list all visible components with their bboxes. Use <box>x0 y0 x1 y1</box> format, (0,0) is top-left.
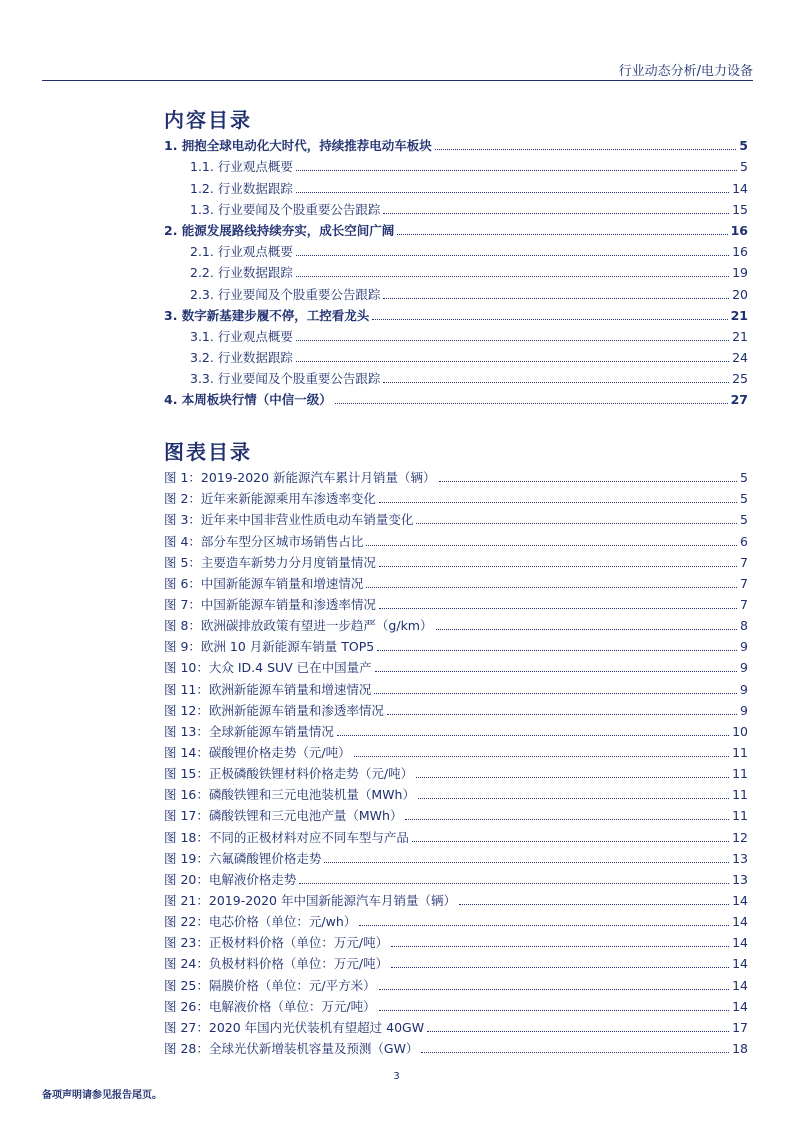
figure-entry-label: 图 4：部分车型分区城市场销售占比 <box>164 533 364 549</box>
figure-entry-label: 图 26：电解液价格（单位：万元/吨） <box>164 998 376 1014</box>
figure-entry-label: 图 20：电解液价格走势 <box>164 871 297 887</box>
figure-entry-page: 7 <box>740 554 748 570</box>
header-divider <box>42 80 753 81</box>
toc-entry-label: 1.1. 行业观点概要 <box>190 159 293 175</box>
dot-leader <box>416 523 737 524</box>
figure-entry-page: 5 <box>740 491 748 507</box>
dot-leader <box>412 841 729 842</box>
dot-leader <box>374 693 737 694</box>
figure-entry-page: 14 <box>732 892 748 908</box>
figure-entry-page: 17 <box>732 1019 748 1035</box>
figure-entry-label: 图 25：隔膜价格（单位：元/平方米） <box>164 977 376 993</box>
dot-leader <box>387 714 737 715</box>
figure-entry-page: 6 <box>740 533 748 549</box>
dot-leader <box>421 1052 729 1053</box>
toc-entry-label: 1.2. 行业数据跟踪 <box>190 180 293 196</box>
dot-leader <box>379 989 730 990</box>
figure-entry-page: 5 <box>740 512 748 528</box>
dot-leader <box>377 650 737 651</box>
contents-list <box>164 132 748 407</box>
dot-leader <box>296 255 729 256</box>
dot-leader <box>299 883 729 884</box>
dot-leader <box>427 1031 729 1032</box>
toc-entry-label: 4. 本周板块行情（中信一级） <box>164 392 332 408</box>
figure-entry[interactable] <box>164 971 748 992</box>
toc-entry-page: 15 <box>732 201 748 217</box>
figure-entry-page: 13 <box>732 871 748 887</box>
toc-entry-label: 2.3. 行业要闻及个股重要公告跟踪 <box>190 286 381 302</box>
figure-entry-label: 图 27：2020 年国内光伏装机有望超过 40GW <box>164 1019 425 1035</box>
figure-entry[interactable] <box>164 929 748 950</box>
figure-entry-page: 9 <box>740 681 748 697</box>
figure-entry-page: 11 <box>732 766 748 782</box>
toc-entry[interactable] <box>164 238 748 259</box>
toc-entry-label: 1. 拥抱全球电动化大时代，持续推荐电动车板块 <box>164 138 432 154</box>
toc-entry-label: 2.2. 行业数据跟踪 <box>190 265 293 281</box>
toc-entry-page: 5 <box>739 138 748 154</box>
figure-entry-label: 图 12：欧洲新能源车销量和渗透率情况 <box>164 702 384 718</box>
figure-entry[interactable] <box>164 845 748 866</box>
dot-leader <box>459 904 729 905</box>
figure-entry-page: 9 <box>740 660 748 676</box>
figure-entry-label: 图 10：大众 ID.4 SUV 已在中国量产 <box>164 660 372 676</box>
toc-entry-page: 20 <box>732 286 748 302</box>
figure-entry-label: 图 3：近年来中国非营业性质电动车销量变化 <box>164 512 414 528</box>
figure-entry[interactable] <box>164 1014 748 1035</box>
figure-entry-label: 图 28：全球光伏新增装机容量及预测（GW） <box>164 1040 419 1056</box>
dot-leader <box>405 819 729 820</box>
dot-leader <box>296 192 729 193</box>
figure-entry[interactable] <box>164 591 748 612</box>
toc-entry-page: 16 <box>732 244 748 260</box>
figure-entry[interactable] <box>164 1035 748 1056</box>
toc-entry-page: 19 <box>732 265 748 281</box>
figure-entry[interactable] <box>164 506 748 527</box>
figure-entry[interactable] <box>164 697 748 718</box>
dot-leader <box>375 671 737 672</box>
dot-leader <box>436 629 738 630</box>
figure-entry-page: 14 <box>732 977 748 993</box>
dot-leader <box>379 566 737 567</box>
dot-leader <box>335 403 728 404</box>
dot-leader <box>391 967 729 968</box>
dot-leader <box>439 481 738 482</box>
figure-entry[interactable] <box>164 654 748 675</box>
figure-entry-label: 图 17：磷酸铁锂和三元电池产量（MWh） <box>164 808 403 824</box>
dot-leader <box>366 587 737 588</box>
toc-entry-label: 1.3. 行业要闻及个股重要公告跟踪 <box>190 201 381 217</box>
dot-leader <box>296 361 729 362</box>
figure-entry-label: 图 8：欧洲碳排放政策有望进一步趋严（g/km） <box>164 618 433 634</box>
dot-leader <box>296 170 737 171</box>
figure-entry-page: 12 <box>732 829 748 845</box>
toc-entry-label: 3. 数字新基建步履不停，工控看龙头 <box>164 307 370 323</box>
toc-entry[interactable] <box>164 174 748 195</box>
figure-entry-label: 图 23：正极材料价格（单位：万元/吨） <box>164 935 389 951</box>
toc-entry[interactable] <box>164 280 748 301</box>
toc-entry-page: 21 <box>730 307 748 323</box>
dot-leader <box>397 234 727 235</box>
figure-entry[interactable] <box>164 760 748 781</box>
figure-entry[interactable] <box>164 464 748 485</box>
figure-entry[interactable] <box>164 823 748 844</box>
toc-entry[interactable] <box>164 259 748 280</box>
figure-entry-label: 图 19：六氟磷酸锂价格走势 <box>164 850 322 866</box>
figure-entry[interactable] <box>164 527 748 548</box>
dot-leader <box>366 545 737 546</box>
dot-leader <box>372 319 727 320</box>
dot-leader <box>354 756 730 757</box>
figure-entry-page: 7 <box>740 575 748 591</box>
toc-entry-page: 16 <box>730 222 748 238</box>
figure-entry-label: 图 24：负极材料价格（单位：万元/吨） <box>164 956 389 972</box>
dot-leader <box>359 925 729 926</box>
figure-entry[interactable] <box>164 908 748 929</box>
toc-entry-page: 24 <box>732 350 748 366</box>
toc-entry[interactable] <box>164 196 748 217</box>
toc-entry[interactable] <box>164 153 748 174</box>
figure-entry-label: 图 11：欧洲新能源车销量和增速情况 <box>164 681 372 697</box>
toc-entry-label: 3.3. 行业要闻及个股重要公告跟踪 <box>190 371 381 387</box>
figure-entry-page: 11 <box>732 744 748 760</box>
toc-entry[interactable] <box>164 365 748 386</box>
figure-entry-page: 14 <box>732 935 748 951</box>
figure-entry[interactable] <box>164 866 748 887</box>
toc-entry-label: 2.1. 行业观点概要 <box>190 244 293 260</box>
dot-leader <box>418 798 729 799</box>
dot-leader <box>379 608 737 609</box>
toc-entry[interactable] <box>164 386 748 407</box>
toc-entry[interactable] <box>164 344 748 365</box>
page-number: 3 <box>393 1071 400 1082</box>
figure-entry-page: 5 <box>740 470 748 486</box>
toc-entry-label: 3.1. 行业观点概要 <box>190 328 293 344</box>
figure-entry-label: 图 22：电芯价格（单位：元/wh） <box>164 914 357 930</box>
dot-leader <box>435 149 736 150</box>
figure-entry-page: 18 <box>732 1040 748 1056</box>
figure-entry-label: 图 1：2019-2020 新能源汽车累计月销量（辆） <box>164 470 436 486</box>
toc-entry[interactable] <box>164 217 748 238</box>
figure-entry[interactable] <box>164 718 748 739</box>
dot-leader <box>296 340 729 341</box>
contents-title: 内容目录 <box>164 108 252 132</box>
figure-entry-label: 图 2：近年来新能源乘用车渗透率变化 <box>164 491 376 507</box>
figure-entry-label: 图 16：磷酸铁锂和三元电池装机量（MWh） <box>164 787 415 803</box>
dot-leader <box>379 1010 730 1011</box>
toc-entry-label: 2. 能源发展路线持续夯实，成长空间广阔 <box>164 222 395 238</box>
toc-entry-label: 3.2. 行业数据跟踪 <box>190 350 293 366</box>
figure-entry-page: 14 <box>732 998 748 1014</box>
figure-entry[interactable] <box>164 633 748 654</box>
figure-entry-page: 8 <box>740 618 748 634</box>
dot-leader <box>416 777 729 778</box>
figure-entry[interactable] <box>164 570 748 591</box>
figure-entry[interactable] <box>164 485 748 506</box>
toc-entry-page: 21 <box>732 328 748 344</box>
toc-entry-page: 14 <box>732 180 748 196</box>
figure-entry-label: 图 21：2019-2020 年中国新能源汽车月销量（辆） <box>164 892 456 908</box>
figure-entry-page: 14 <box>732 956 748 972</box>
dot-leader <box>337 735 729 736</box>
dot-leader <box>383 213 729 214</box>
toc-entry[interactable] <box>164 323 748 344</box>
toc-entry-page: 5 <box>740 159 748 175</box>
figure-entry[interactable] <box>164 887 748 908</box>
figure-entry-label: 图 15：正极磷酸铁锂材料价格走势（元/吨） <box>164 766 414 782</box>
figures-title: 图表目录 <box>164 440 252 464</box>
figure-entry-page: 9 <box>740 702 748 718</box>
figure-entry-label: 图 18：不同的正极材料对应不同车型与产品 <box>164 829 409 845</box>
figure-entry-page: 11 <box>732 787 748 803</box>
figure-entry[interactable] <box>164 612 748 633</box>
figure-entry[interactable] <box>164 950 748 971</box>
figure-entry-label: 图 14：碳酸锂价格走势（元/吨） <box>164 744 351 760</box>
dot-leader <box>391 946 729 947</box>
dot-leader <box>296 276 729 277</box>
figure-entry-page: 14 <box>732 914 748 930</box>
figure-entry-page: 10 <box>732 723 748 739</box>
dot-leader <box>324 862 729 863</box>
toc-entry-page: 27 <box>730 392 748 408</box>
figure-entry-label: 图 13：全球新能源车销量情况 <box>164 723 334 739</box>
figure-entry-label: 图 7：中国新能源车销量和渗透率情况 <box>164 596 376 612</box>
figure-entry[interactable] <box>164 781 748 802</box>
header-title: 行业动态分析/电力设备 <box>618 64 753 79</box>
figure-entry-label: 图 9：欧洲 10 月新能源车销量 TOP5 <box>164 639 375 655</box>
toc-entry-page: 25 <box>732 371 748 387</box>
figure-entry[interactable] <box>164 675 748 696</box>
figure-entry[interactable] <box>164 549 748 570</box>
figures-list <box>164 464 748 1056</box>
toc-entry[interactable] <box>164 132 748 153</box>
figure-entry[interactable] <box>164 739 748 760</box>
figure-entry-page: 13 <box>732 850 748 866</box>
disclaimer-text: 备项声明请参见报告尾页。 <box>42 1090 162 1101</box>
figure-entry-page: 9 <box>740 639 748 655</box>
figure-entry-page: 7 <box>740 596 748 612</box>
figure-entry[interactable] <box>164 802 748 823</box>
dot-leader <box>379 502 737 503</box>
figure-entry-page: 11 <box>732 808 748 824</box>
figure-entry-label: 图 5：主要造车新势力分月度销量情况 <box>164 554 376 570</box>
dot-leader <box>383 298 729 299</box>
figure-entry-label: 图 6：中国新能源车销量和增速情况 <box>164 575 364 591</box>
toc-entry[interactable] <box>164 302 748 323</box>
dot-leader <box>383 382 729 383</box>
figure-entry[interactable] <box>164 993 748 1014</box>
